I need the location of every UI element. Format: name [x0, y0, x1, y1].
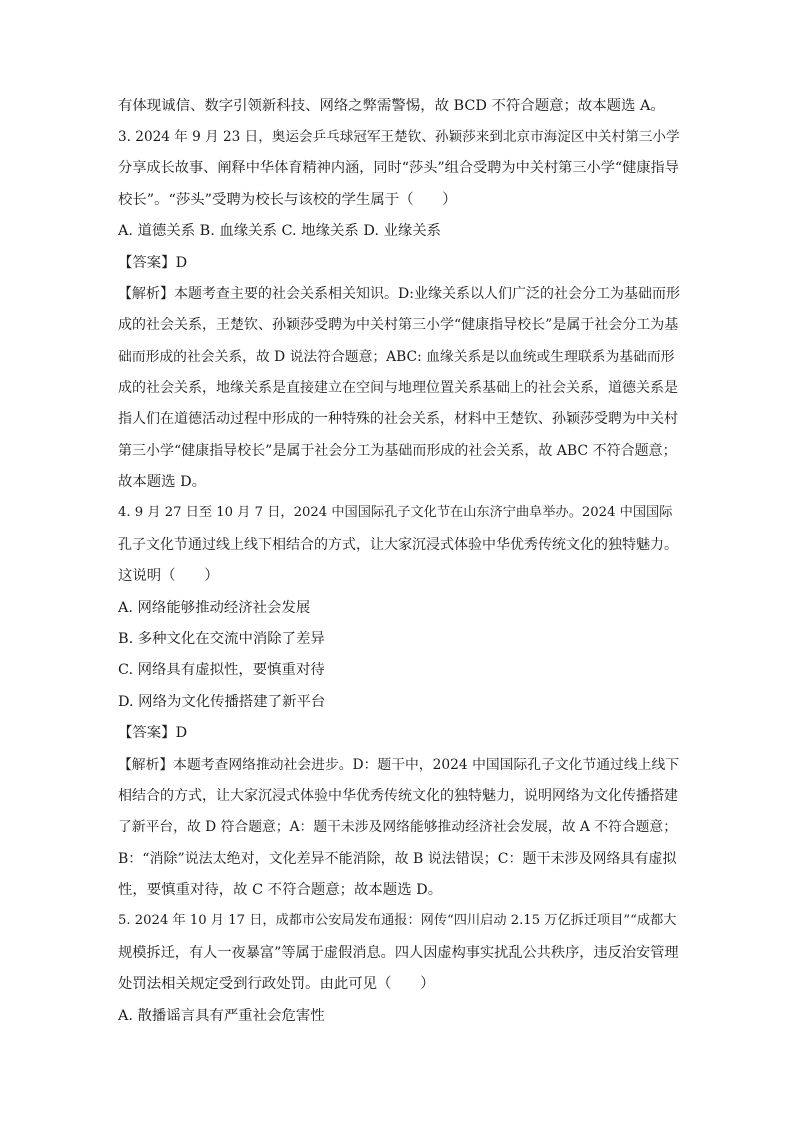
text-line: 础而形成的社会关系，故 D 说法符合题意；ABC: 血缘关系是以血统或生理联系为基础而形	[118, 349, 675, 365]
option-line: B. 多种文化在交流中消除了差异	[118, 631, 325, 647]
text-line: B：“消除”说法太绝对，文化差异不能消除，故 B 说法错误；C：题干未涉及网络具有虚拟	[118, 851, 677, 867]
option-line: D. 网络为文化传播搭建了新平台	[118, 694, 326, 710]
text-line: 有体现诚信、数字引领新科技、网络之弊需警惕，故 BCD 不符合题意；故本题选 A。	[118, 98, 665, 114]
text-line: A. 道德关系 B. 血缘关系 C. 地缘关系 D. 业缘关系	[118, 223, 442, 239]
answer-line: 【答案】D	[118, 255, 188, 271]
question-line: 5. 2024 年 10 月 17 日，成都市公安局发布通报：网传“四川启动 2.15 万亿拆迁项目”“成都大	[118, 913, 677, 928]
text-line: 成的社会关系，地缘关系是直接建立在空间与地理位置关系基础上的社会关系，道德关系是	[118, 380, 678, 396]
text-line: 这说明（ ）	[118, 568, 219, 584]
analysis-line: 【解析】本题考查网络推动社会进步。D：题干中，2024 中国国际孔子文化节通过线上线下	[118, 757, 680, 773]
question-line: 4. 9 月 27 日至 10 月 7 日，2024 中国国际孔子文化节在山东济宁曲阜举办。2024 中国国际	[118, 505, 673, 520]
answer-line: 【答案】D	[118, 725, 188, 741]
text-line: 分享成长故事、阐释中华体育精神内涵，同时“莎头”组合受聘为中关村第三小学“健康指导	[118, 160, 679, 176]
text-line: 故本题选 D。	[118, 474, 207, 490]
text-line: 了新平台，故 D 符合题意；A：题干未涉及网络能够推动经济社会发展，故 A 不符合题意；	[118, 819, 678, 835]
text-line: 校长”。“莎头”受聘为校长与该校的学生属于（ ）	[118, 192, 457, 208]
text-line: 3. 2024 年 9 月 23 日，奥运会乒乓球冠军王楚钦、孙颖莎来到北京市海淀区中关村第三小学	[118, 129, 680, 145]
text-line: 第三小学“健康指导校长”是属于社会分工为基础而形成的社会关系，故 ABC 不符合题意；	[118, 443, 677, 459]
text-line: 规模拆迁，有人一夜暴富”等属于虚假消息。四人因虚构事实扰乱公共秩序，违反治安管理	[118, 945, 679, 961]
option-line: A. 网络能够推动经济社会发展	[118, 600, 311, 616]
analysis-line: 【解析】本题考查主要的社会关系相关知识。D:业缘关系以人们广泛的社会分工为基础而形	[118, 286, 680, 302]
text-line: 指人们在道德活动过程中形成的一种特殊的社会关系，材料中王楚钦、孙颖莎受聘为中关村	[118, 411, 678, 427]
option-line: C. 网络具有虚拟性，要慎重对待	[118, 662, 325, 678]
text-line: 成的社会关系，王楚钦、孙颖莎受聘为中关村第三小学“健康指导校长”是属于社会分工为基	[118, 317, 679, 333]
text-line: 性，要慎重对待，故 C 不符合题意；故本题选 D。	[118, 882, 443, 898]
option-line: A. 散播谣言具有严重社会危害性	[118, 1008, 325, 1024]
text-line: 相结合的方式，让大家沉浸式体验中华优秀传统文化的独特魅力，说明网络为文化传播搭建	[118, 788, 678, 804]
text-line: 孔子文化节通过线上线下相结合的方式，让大家沉浸式体验中华优秀传统文化的独特魅力。	[118, 537, 678, 553]
text-line: 处罚法相关规定受到行政处罚。由此可见（ ）	[118, 976, 435, 992]
